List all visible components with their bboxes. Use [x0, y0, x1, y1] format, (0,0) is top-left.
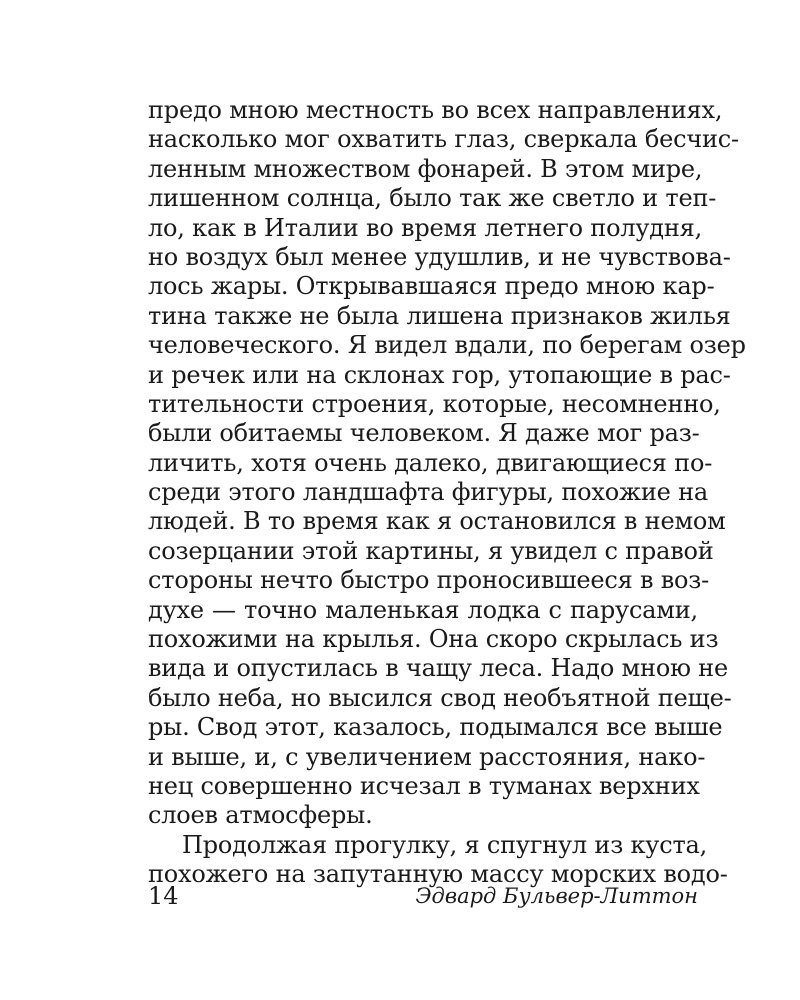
text-line: лишенном солнца, было так же светло и теп-: [148, 184, 717, 213]
text-line: похожего на запутанную массу морских водо-: [148, 860, 728, 889]
text-line: и выше, и, с увеличением расстояния, нако-: [148, 742, 706, 771]
text-line: ло, как в Италии во время летнего полудня,: [148, 213, 703, 242]
text-line: людей. В то время как я остановился в немом: [148, 507, 726, 536]
text-line: лось жары. Открывавшаяся предо мною кар-: [148, 272, 715, 301]
text-line: похожими на крылья. Она скоро скрылась из: [148, 625, 719, 654]
running-title-author: Эдвард Бульвер-Литтон: [415, 884, 698, 908]
text-line: стороны нечто быстро проносившееся в воз-: [148, 566, 710, 595]
text-line: среди этого ландшафта фигуры, похожие на: [148, 478, 709, 507]
page-number: 14: [148, 882, 179, 910]
paragraph-end-line: слоев атмосферы.: [148, 801, 373, 830]
text-line: тина также не была лишена признаков жилья: [148, 301, 731, 330]
text-line: и речек или на склонах гор, утопающие в рас-: [148, 360, 731, 389]
text-line: ры. Свод этот, казалось, подымался все выше: [148, 713, 723, 742]
text-line: созерцании этой картины, я увидел с правой: [148, 536, 714, 565]
text-line: тительности строения, которые, несомненно,: [148, 389, 721, 418]
text-line: личить, хотя очень далеко, двигающиеся по-: [148, 448, 713, 477]
paragraph-start-line: Продолжая прогулку, я спугнул из куста,: [182, 830, 708, 859]
text-line: вида и опустилась в чащу леса. Надо мною не: [148, 654, 728, 683]
text-line: духе — точно маленькая лодка с парусами,: [148, 595, 698, 624]
page-footer: [148, 882, 698, 914]
book-page-text: [148, 96, 746, 890]
text-line: ленным множеством фонарей. В этом мире,: [148, 154, 703, 183]
text-line: предо мною местность во всех направлениях,: [148, 96, 723, 124]
text-line: насколько мог охватить глаз, сверкала бесчис-: [148, 125, 739, 154]
text-line: но воздух был менее удушлив, и не чувствова-: [148, 242, 731, 271]
text-line: было неба, но высился свод необъятной пеще-: [148, 683, 732, 712]
text-line: были обитаемы человеком. Я даже мог раз-: [148, 419, 700, 448]
text-line: нец совершенно исчезал в туманах верхних: [148, 771, 700, 800]
text-line: человеческого. Я видел вдали, по берегам озер: [148, 331, 746, 360]
